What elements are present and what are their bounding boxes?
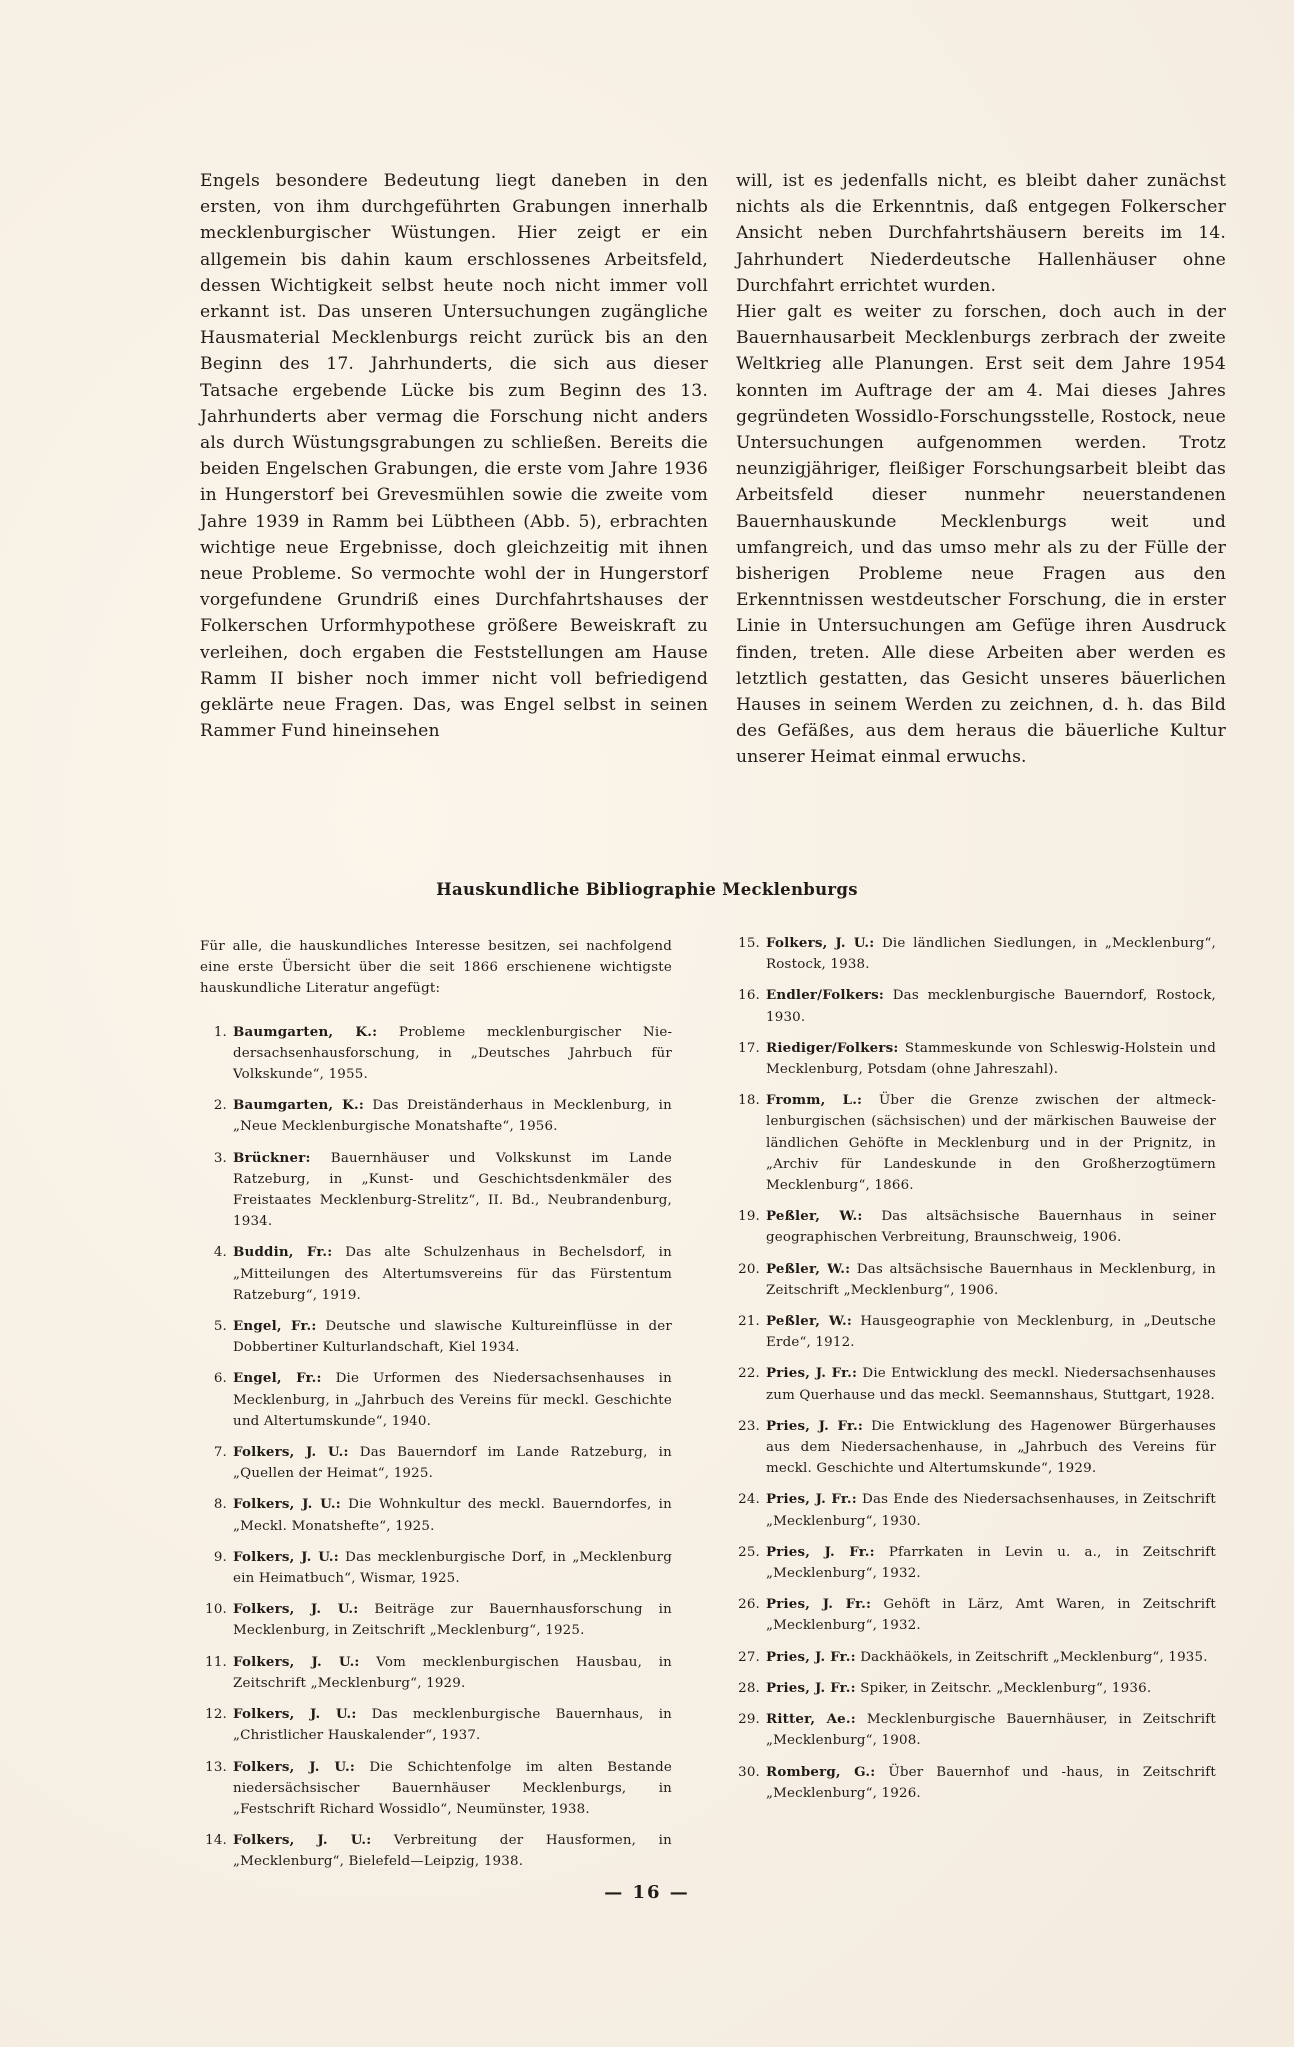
entry-text xyxy=(766,1709,1216,1751)
entry-author: Folkers, J. U.: xyxy=(766,935,875,951)
body-paragraph: Hier galt es weiter zu forschen, doch auch in der Bauernhausarbeit Mecklenburgs zerbrach der zweite Weltkrieg alle Planungen. Erst seit dem Jahre 1954 konnten im Auftrage der am 4. Mai dieses Jahres gegründeten Wossidlo-Forschungsstelle, Rostock, neue Untersuchungen aufgenommen werden. Trotz neunzigjähriger, fleißiger Forschungsarbeit bleibt das Arbeitsfeld dieser nunmehr neuerstandenen Bauernhauskunde Mecklenburgs weit und umfangreich, und das umso mehr als zu der Fülle der bisherigen Probleme neue Fragen aus den Erkenntnissen westdeutscher Forschung, die in erster Linie in Untersuchungen am Gefüge ihren Ausdruck finden, treten. Alle diese Arbeiten aber werden es letztlich gestatten, das Gesicht unseres bäuerlichen Hauses in seinem Werden zu zeichnen, d. h. das Bild des Gefäßes, aus dem heraus die bäuerliche Kultur unserer Heimat einmal erwuchs. xyxy=(736,302,1226,768)
entry-number: 2. xyxy=(213,1098,227,1114)
entry-text xyxy=(233,1095,672,1137)
entry-number: 3. xyxy=(213,1150,227,1166)
bibliography-left-column xyxy=(200,936,672,1883)
bibliography-list-left xyxy=(200,1022,672,1873)
entry-number: 28. xyxy=(738,1680,760,1696)
entry-author: Folkers, J. U.: xyxy=(233,1832,372,1849)
entry-author: Folkers, J. U.: xyxy=(233,1706,357,1723)
entry-author: Pries, J. Fr.: xyxy=(766,1491,857,1508)
entry-title: Dackhäökels, in Zeitschrift „Mecklenburg“, 1935. xyxy=(860,1649,1208,1665)
entry-title: Probleme mecklenburgischer Niedersachsenhausforschung, in „Deutsches Jahrbuch für Volkskunde“, 1955. xyxy=(233,1024,672,1083)
entry-text xyxy=(233,1652,672,1694)
entry-text xyxy=(766,1489,1216,1531)
entry-title: Spiker, in Zeitschr. „Mecklenburg“, 1936. xyxy=(860,1680,1152,1696)
entry-text xyxy=(766,1206,1216,1248)
entry-title: Das Bauerndorf im Lande Ratzeburg, in „Quellen der Heimat“, 1925. xyxy=(233,1445,672,1482)
entry-title: Vom mecklenburgischen Hausbau, in Zeitschrift „Mecklenburg“, 1929. xyxy=(233,1654,672,1691)
entry-text xyxy=(766,1542,1216,1584)
bibliography-entry xyxy=(736,1259,1216,1301)
entry-author: Buddin, Fr.: xyxy=(233,1244,333,1261)
entry-number: 10. xyxy=(205,1602,227,1618)
bibliography-entry xyxy=(200,1148,672,1233)
entry-text xyxy=(766,1594,1216,1636)
entry-text xyxy=(766,1762,1216,1804)
entry-author: Peßler, W.: xyxy=(766,1313,853,1330)
entry-author: Endler/Folkers: xyxy=(766,987,884,1004)
entry-author: Pries, J. Fr.: xyxy=(766,1365,858,1382)
entry-author: Baumgarten, K.: xyxy=(233,1097,364,1114)
bibliography-entry xyxy=(736,1090,1216,1196)
entry-title: Das mecklenburgische Dorf, in „Mecklenburg ein Heimatbuch“, Wismar, 1925. xyxy=(233,1549,672,1587)
bibliography-entry xyxy=(736,1709,1216,1751)
body-paragraph: will, ist es jedenfalls nicht, es bleibt daher zunächst nichts als die Erkenntnis, daß entgegen Folkerscher Ansicht neben Durchfahrtshäusern bereits im 14. Jahrhundert Niederdeutsche Hallenhäuser ohne Durchfahrt errichtet wurden. xyxy=(736,171,1226,296)
entry-title: Pfarrkaten in Levin u. a., in Zeitschrift „Mecklenburg“, 1932. xyxy=(766,1544,1217,1582)
bibliography-entry xyxy=(200,1652,672,1694)
entry-title: Mecklenburgische Bauernhäuser, in Zeitschrift „Mecklenburg“, 1908. xyxy=(766,1712,1216,1749)
bibliography-entry xyxy=(200,1704,672,1746)
entry-text xyxy=(233,1547,672,1589)
entry-text xyxy=(766,1311,1216,1353)
entry-author: Folkers, J. U.: xyxy=(233,1601,359,1618)
bibliography-entry xyxy=(736,1762,1216,1804)
bibliography-intro: Für alle, die hauskundliches Interesse besitzen, sei nachfolgend eine erste Übersicht über die seit 1866 erschienene wichtigste hauskundliche Literatur angefügt: xyxy=(200,939,672,997)
entry-title: Die Wohnkultur des meckl. Bauerndorfes, in „Meckl. Monatshefte“, 1925. xyxy=(233,1497,672,1534)
entry-author: Folkers, J. U.: xyxy=(233,1444,349,1461)
entry-number: 8. xyxy=(213,1497,227,1513)
entry-title: Über Bauernhof und -haus, in Zeitschrift „Mecklenburg“, 1926. xyxy=(766,1764,1216,1801)
entry-title: Hausgeographie von Mecklenburg, in „Deutsche Erde“, 1912. xyxy=(766,1314,1216,1351)
entry-title: Das altsächsische Bauernhaus in seiner geographischen Verbreitung, Braunschweig, 1906. xyxy=(766,1209,1217,1246)
entry-author: Pries, J. Fr.: xyxy=(766,1679,856,1696)
entry-text xyxy=(233,1757,672,1821)
entry-title: Das altsächsische Bauernhaus in Mecklenburg, in Zeitschrift „Mecklenburg“, 1906. xyxy=(766,1261,1216,1298)
bibliography-entry xyxy=(200,1442,672,1484)
bibliography-entry xyxy=(200,1022,672,1086)
bibliography-entry xyxy=(736,1416,1216,1480)
entry-number: 29. xyxy=(738,1712,760,1728)
entry-number: 21. xyxy=(738,1314,760,1330)
entry-text xyxy=(766,1363,1216,1405)
entry-number: 20. xyxy=(738,1261,760,1277)
entry-number: 15. xyxy=(738,936,760,951)
entry-title: Deutsche und slawische Kultureinflüsse in der Dobbertiner Kulturlandschaft, Kiel 1934. xyxy=(233,1319,672,1356)
entry-number: 9. xyxy=(213,1549,227,1565)
bibliography-entry xyxy=(200,1757,672,1821)
bibliography-entry xyxy=(736,1594,1216,1636)
entry-number: 7. xyxy=(213,1445,227,1461)
entry-text xyxy=(233,1494,672,1536)
entry-number: 19. xyxy=(738,1209,760,1225)
entry-number: 27. xyxy=(738,1649,760,1665)
entry-text xyxy=(233,1442,672,1484)
entry-number: 26. xyxy=(738,1597,760,1613)
bibliography-entry xyxy=(736,1678,1216,1699)
entry-author: Ritter, Ae.: xyxy=(766,1711,856,1728)
entry-text xyxy=(233,1368,672,1432)
bibliography-entry xyxy=(200,1316,672,1358)
entry-author: Brückner: xyxy=(233,1149,311,1166)
entry-author: Fromm, L.: xyxy=(766,1092,863,1109)
bibliography-entry xyxy=(200,1830,672,1872)
entry-number: 4. xyxy=(213,1245,227,1261)
entry-text xyxy=(233,1242,672,1306)
entry-text xyxy=(233,1316,672,1358)
bibliography-entry xyxy=(200,1368,672,1432)
body-text-right-column xyxy=(736,168,1226,771)
bibliography-list-right xyxy=(736,933,1216,1804)
entry-author: Peßler, W.: xyxy=(766,1260,851,1277)
entry-title: Beiträge zur Bauernhausforschung in Mecklenburg, in Zeitschrift „Mecklenburg“, 1925. xyxy=(233,1602,672,1639)
entry-author: Folkers, J. U.: xyxy=(233,1653,360,1670)
entry-text xyxy=(766,985,1216,1027)
entry-author: Riediger/Folkers: xyxy=(766,1039,899,1056)
bibliography-entry xyxy=(736,1489,1216,1531)
entry-number: 14. xyxy=(205,1833,227,1849)
entry-number: 16. xyxy=(738,988,760,1004)
entry-text xyxy=(233,1148,672,1233)
entry-title: Bauernhäuser und Volkskunst im Lande Ratzeburg, in „Kunst- und Geschichtsdenkmäler des Freistaates Mecklenburg-Strelitz“, II. Bd., Neubrandenburg, 1934. xyxy=(233,1150,672,1230)
entry-number: 5. xyxy=(213,1319,227,1335)
entry-title: Über die Grenze zwischen der altmecklenburgischen (sächsischen) und der märkischen Bauweise der ländlichen Gehöfte in Mecklenburg und in der Prignitz, in „Archiv für Landeskunde in den Großherzogtümern Mecklenburg“, 1866. xyxy=(766,1093,1216,1194)
bibliography-entry xyxy=(736,933,1216,975)
bibliography-entry xyxy=(736,985,1216,1027)
entry-title: Das mecklenburgische Bauernhaus, in „Christlicher Hauskalender“, 1937. xyxy=(233,1707,672,1744)
entry-text xyxy=(233,1830,672,1872)
entry-author: Folkers, J. U.: xyxy=(233,1758,356,1775)
entry-title: Verbreitung der Hausformen, in „Mecklenburg“, Bielefeld—Leipzig, 1938. xyxy=(233,1833,672,1870)
entry-number: 12. xyxy=(205,1707,227,1723)
entry-author: Engel, Fr.: xyxy=(233,1318,317,1335)
entry-text xyxy=(766,1090,1216,1196)
entry-text xyxy=(233,1599,672,1641)
body-text-left-column xyxy=(200,168,708,744)
entry-number: 17. xyxy=(738,1040,760,1056)
entry-number: 6. xyxy=(213,1371,227,1387)
entry-number: 25. xyxy=(738,1544,760,1560)
entry-text xyxy=(766,1678,1216,1699)
entry-title: Die Schichtenfolge im alten Bestande niedersächsischer Bauernhäuser Mecklenburgs, in „Festschrift Richard Wossidlo“, Neumünster, 1938. xyxy=(233,1759,672,1817)
bibliography-entry xyxy=(736,1542,1216,1584)
entry-title: Stammeskunde von Schleswig-Holstein und Mecklenburg, Potsdam (ohne Jahreszahl). xyxy=(766,1040,1216,1078)
entry-number: 18. xyxy=(738,1093,760,1109)
body-paragraph: Engels besondere Bedeutung liegt daneben in den ersten, von ihm durchgeführten Grabungen innerhalb mecklenburgischer Wüstungen. Hier zeigt er ein allgemein bis dahin kaum erschlossenes Arbeitsfeld, dessen Wichtigkeit selbst heute noch nicht immer voll erkannt ist. Das unseren Untersuchungen zugängliche Hausmaterial Mecklenburgs reicht zurück bis an den Beginn des 17. Jahrhunderts, die sich aus dieser Tatsache ergebende Lücke bis zum Beginn des 13. Jahrhunderts aber vermag die Forschung nicht anders als durch Wüstungsgrabungen zu schließen. Bereits die beiden Engelschen Grabungen, die erste vom Jahre 1936 in Hungerstorf bei Grevesmühlen sowie die zweite vom Jahre 1939 in Ramm bei Lübtheen (Abb. 5), erbrachten wichtige neue Ergebnisse, doch gleichzeitig mit ihnen neue Probleme. So vermochte wohl der in Hungerstorf vorgefundene Grundriß eines Durchfahrtshauses der Folkerschen Urformhypothese größere Beweiskraft zu verleihen, doch ergaben die Feststellungen am Hause Ramm II bisher noch immer nicht voll befriedigend geklärte neue Fragen. Das, was Engel selbst in seinen Rammer Fund hineinsehen xyxy=(200,171,708,742)
entry-author: Baumgarten, K.: xyxy=(233,1023,378,1040)
bibliography-right-column xyxy=(736,933,1216,1814)
entry-number: 23. xyxy=(738,1418,760,1434)
bibliography-entry xyxy=(736,1363,1216,1405)
entry-text xyxy=(233,1022,672,1086)
entry-text xyxy=(766,1038,1216,1080)
entry-author: Engel, Fr.: xyxy=(233,1370,322,1387)
bibliography-entry xyxy=(200,1095,672,1137)
bibliography-entry xyxy=(736,1647,1216,1668)
entry-title: Das mecklenburgische Bauerndorf, Rostock, 1930. xyxy=(766,988,1216,1025)
bibliography-entry xyxy=(736,1311,1216,1353)
entry-title: Gehöft in Lärz, Amt Waren, in Zeitschrift „Mecklenburg“, 1932. xyxy=(766,1597,1216,1634)
entry-number: 24. xyxy=(738,1492,760,1508)
entry-title: Das Ende des Niedersachsenhauses, in Zeitschrift „Mecklenburg“, 1930. xyxy=(766,1492,1216,1529)
entry-title: Die Entwicklung des meckl. Niedersachsenhauses zum Querhause und das meckl. Seemannshaus, Stuttgart, 1928. xyxy=(766,1366,1216,1403)
entry-author: Pries, J. Fr.: xyxy=(766,1417,864,1434)
entry-text xyxy=(766,933,1216,975)
entry-author: Peßler, W.: xyxy=(766,1208,863,1225)
entry-number: 11. xyxy=(205,1654,227,1670)
entry-author: Folkers, J. U.: xyxy=(233,1548,339,1565)
entry-author: Pries, J. Fr.: xyxy=(766,1596,872,1613)
bibliography-entry xyxy=(200,1599,672,1641)
entry-title: Das Dreiständerhaus in Mecklenburg, in „Neue Mecklenburgische Monatshafte“, 1956. xyxy=(233,1098,672,1135)
entry-author: Folkers, J. U.: xyxy=(233,1496,341,1513)
bibliography-entry xyxy=(200,1494,672,1536)
entry-author: Pries, J. Fr.: xyxy=(766,1648,856,1665)
page-number: — 16 — xyxy=(604,1882,690,1903)
bibliography-entry xyxy=(736,1206,1216,1248)
bibliography-entry xyxy=(200,1242,672,1306)
bibliography-entry xyxy=(200,1547,672,1589)
entry-author: Pries, J. Fr.: xyxy=(766,1543,875,1560)
entry-text xyxy=(233,1704,672,1746)
entry-number: 13. xyxy=(205,1759,227,1775)
entry-number: 22. xyxy=(738,1366,760,1382)
entry-text xyxy=(766,1647,1216,1668)
entry-title: Die ländlichen Siedlungen, in „Mecklenburg“, Rostock, 1938. xyxy=(766,936,1216,973)
entry-author: Romberg, G.: xyxy=(766,1763,876,1780)
entry-title: Die Entwicklung des Hagenower Bürgerhauses aus dem Niedersachenhause, in „Jahrbuch des Vereins für meckl. Geschichte und Altertumskunde“, 1929. xyxy=(766,1418,1216,1477)
entry-title: Das alte Schulzenhaus in Bechelsdorf, in „Mitteilungen des Altertumsvereins für das Fürstentum Ratzeburg“, 1919. xyxy=(233,1245,672,1303)
entry-title: Die Urformen des Niedersachsenhauses in Mecklenburg, in „Jahrbuch des Vereins für meckl. Geschichte und Altertumskunde“, 1940. xyxy=(233,1371,672,1429)
bibliography-entry xyxy=(736,1038,1216,1080)
entry-number: 1. xyxy=(213,1024,227,1040)
entry-number: 30. xyxy=(738,1764,760,1780)
bibliography-heading: Hauskundliche Bibliographie Mecklenburgs xyxy=(436,880,858,899)
entry-text xyxy=(766,1416,1216,1480)
entry-text xyxy=(766,1259,1216,1301)
